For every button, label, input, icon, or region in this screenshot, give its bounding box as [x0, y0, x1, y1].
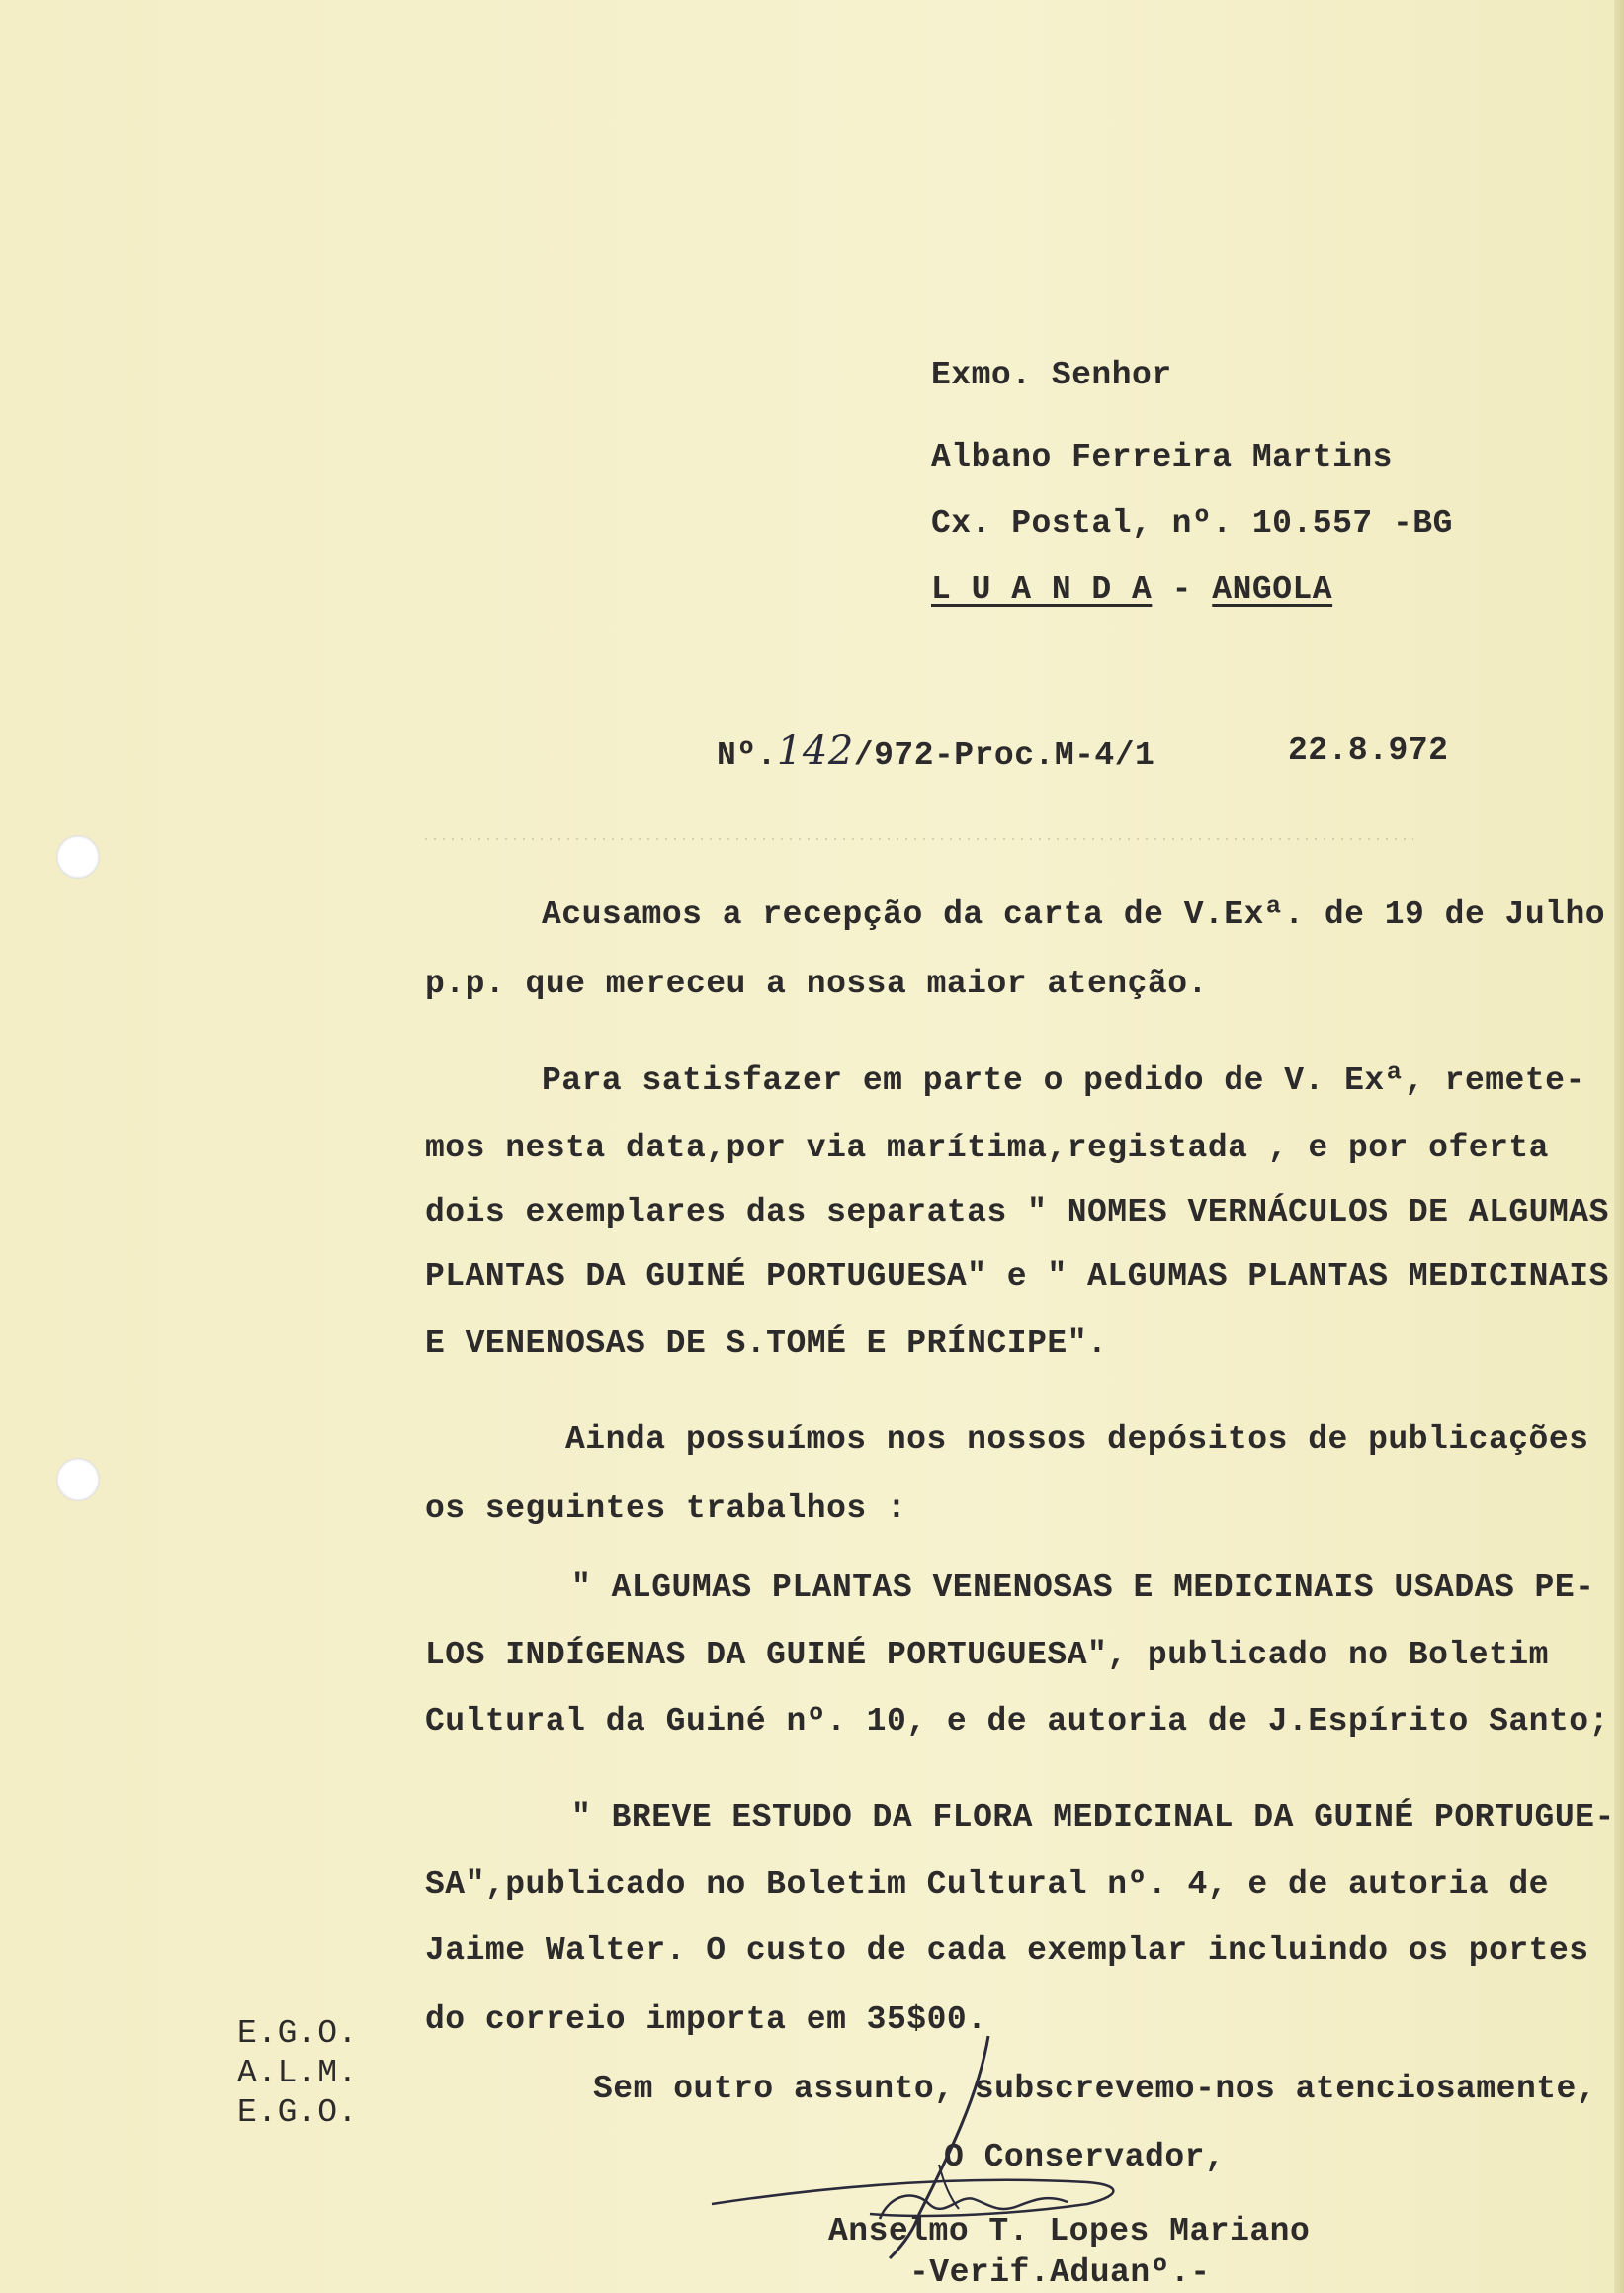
- body-line: Ainda possuímos nos nossos depósitos de publicações: [565, 1421, 1589, 1458]
- separator-dash: -: [1171, 571, 1192, 608]
- body-line: do correio importa em 35$00.: [425, 2001, 987, 2038]
- body-line: dois exemplares das separatas " NOMES VERNÁCULOS DE ALGUMAS: [425, 1194, 1609, 1231]
- paper-edge: [1614, 0, 1624, 2293]
- city: L U A N D A: [931, 571, 1153, 608]
- punch-hole: [56, 835, 100, 879]
- salutation: Exmo. Senhor: [931, 357, 1172, 393]
- recipient-name: Albano Ferreira Martins: [931, 439, 1393, 475]
- body-line: Cultural da Guiné nº. 10, e de autoria de J.Espírito Santo;: [425, 1703, 1609, 1740]
- body-line: mos nesta data,por via marítima,registada , e por oferta: [425, 1130, 1549, 1166]
- punch-hole: [56, 1458, 100, 1501]
- signatory-title: O Conservador,: [944, 2139, 1226, 2175]
- body-line: " ALGUMAS PLANTAS VENENOSAS E MEDICINAIS USADAS PE-: [571, 1570, 1595, 1606]
- handwritten-number: 142: [776, 728, 854, 774]
- body-line: os seguintes trabalhos :: [425, 1490, 907, 1527]
- initials-line: E.G.O.: [237, 2094, 358, 2131]
- body-line: SA",publicado no Boletim Cultural nº. 4, e de autoria de: [425, 1866, 1549, 1903]
- handwritten-signature: [692, 2016, 1147, 2263]
- body-line: Para satisfazer em parte o pedido de V. Exª, remete-: [542, 1062, 1585, 1099]
- body-line: E VENENOSAS DE S.TOMÉ E PRÍNCIPE".: [425, 1325, 1108, 1362]
- body-line: p.p. que mereceu a nossa maior atenção.: [425, 966, 1208, 1002]
- signatory-role: -Verif.Aduanº.-: [909, 2254, 1211, 2291]
- city-country: [931, 570, 1332, 610]
- postal-address: Cx. Postal, nº. 10.557 -BG: [931, 505, 1453, 542]
- faint-dotted-line: [425, 838, 1413, 840]
- signatory-name: Anselmo T. Lopes Mariano: [828, 2213, 1311, 2250]
- reference-suffix: /972-Proc.M-4/1: [853, 737, 1155, 774]
- country: ANGOLA: [1212, 571, 1333, 608]
- initials-line: A.L.M.: [237, 2055, 358, 2091]
- letter-date: 22.8.972: [1288, 732, 1449, 769]
- body-line: LOS INDÍGENAS DA GUINÉ PORTUGUESA", publicado no Boletim: [425, 1637, 1549, 1673]
- body-line: PLANTAS DA GUINÉ PORTUGUESA" e " ALGUMAS PLANTAS MEDICINAIS: [425, 1258, 1609, 1295]
- initials-line: E.G.O.: [237, 2015, 358, 2052]
- closing-line: Sem outro assunto, subscrevemo-nos atenciosamente,: [593, 2071, 1597, 2107]
- reference-prefix: Nº.: [717, 737, 777, 774]
- reference-number: [717, 728, 1155, 776]
- body-line: " BREVE ESTUDO DA FLORA MEDICINAL DA GUINÉ PORTUGUE-: [571, 1799, 1615, 1835]
- body-line: Acusamos a recepção da carta de V.Exª. de 19 de Julho: [542, 896, 1606, 933]
- body-line: Jaime Walter. O custo de cada exemplar incluindo os portes: [425, 1932, 1589, 1969]
